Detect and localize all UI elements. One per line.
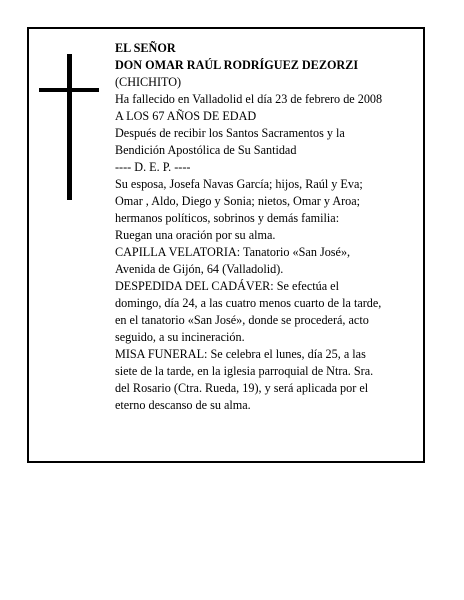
- farewell-line-1: DESPEDIDA DEL CADÁVER: Se efectúa el: [115, 279, 339, 293]
- chapel-line-1: CAPILLA VELATORIA: Tanatorio «San José»,: [115, 245, 351, 259]
- family-line-1: Su esposa, Josefa Navas García; hijos, Raúl y Eva;: [115, 177, 363, 191]
- family-line-3: hermanos políticos, sobrinos y demás familia:: [115, 211, 340, 225]
- rip-line: ---- D. E. P. ----: [115, 160, 191, 174]
- nickname: (CHICHITO): [115, 75, 182, 89]
- sacraments-line-2: Bendición Apostólica de Su Santidad: [115, 143, 297, 157]
- cross-icon: [39, 54, 99, 200]
- mass-line-4: eterno descanso de su alma.: [115, 398, 251, 412]
- mass-line-1: MISA FUNERAL: Se celebra el lunes, día 25, a las: [115, 347, 366, 361]
- farewell-line-2: domingo, día 24, a las cuatro menos cuarto de la tarde,: [115, 296, 382, 310]
- family-line-2: Omar , Aldo, Diego y Sonia; nietos, Omar y Aroa;: [115, 194, 361, 208]
- chapel-line-2: Avenida de Gijón, 64 (Valladolid).: [115, 262, 284, 276]
- farewell-line-4: seguido, a su incineración.: [115, 330, 245, 344]
- cross-horizontal-bar: [39, 88, 99, 92]
- deceased-name: DON OMAR RAÚL RODRÍGUEZ DEZORZI: [115, 58, 359, 72]
- cross-vertical-bar: [67, 54, 72, 200]
- sacraments-line-1: Después de recibir los Santos Sacramentos y la: [115, 126, 345, 140]
- heading: EL SEÑOR: [115, 41, 176, 55]
- mass-line-2: siete de la tarde, en la iglesia parroquial de Ntra. Sra.: [115, 364, 374, 378]
- death-statement: Ha fallecido en Valladolid el día 23 de febrero de 2008: [115, 92, 383, 106]
- age-line: A LOS 67 AÑOS DE EDAD: [115, 109, 257, 123]
- obituary-text: [115, 40, 420, 414]
- farewell-line-3: en el tanatorio «San José», donde se procederá, acto: [115, 313, 369, 327]
- prayer-line: Ruegan una oración por su alma.: [115, 228, 276, 242]
- obituary-notice: [27, 27, 425, 463]
- mass-line-3: del Rosario (Ctra. Rueda, 19), y será aplicada por el: [115, 381, 369, 395]
